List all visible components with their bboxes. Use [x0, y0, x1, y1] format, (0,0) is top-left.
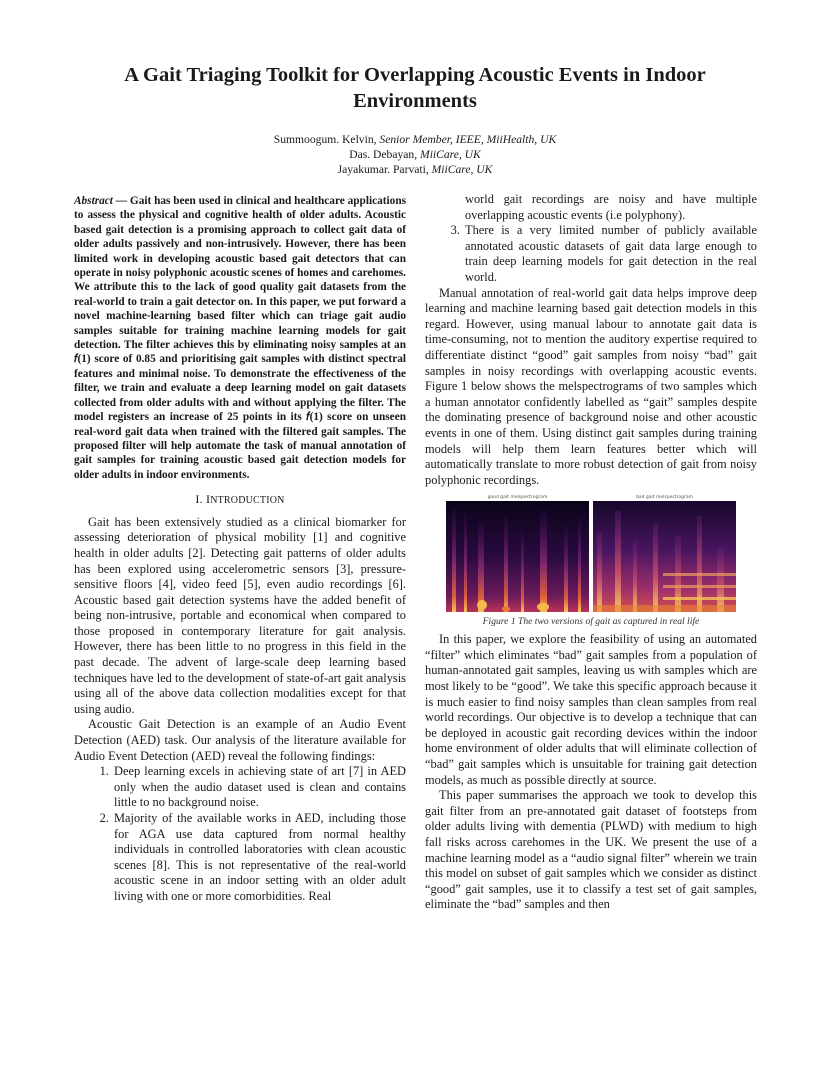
finding-item-2: 2. Majority of the available works in AED, including those for AGA use data captured from normal healthy individuals in controlled laboratories with clean acoustic scenes [8]. This is not representative of the real-world acoustic scene in an indoor setting with an older adult living with one or more comorbidities. Real: [112, 811, 406, 905]
finding-item-1: 1. Deep learning excels in achieving state of art [7] in AED only when the audio dataset used is clean and contains little to no background noise.: [112, 764, 406, 811]
author-3: Jayakumar. Parvati, MiiCare, UK: [337, 163, 493, 176]
abstract-text: Gait has been used in clinical and healthcare applications to assess the physical and cognitive health of older adults. Acoustic based gait detection is a promising approach to collect gait data of older adults passively and non-intrusively. However, there has been limited work in developing acoustic based gait detectors that can operate in noisy polyphonic acoustic scenes of homes and carehomes. We attribute this to the lack of good quality gait datasets from the real-world to train a gait detector on. In this paper, we put forward a novel machine-learning based filter which can triage gait audio samples suitable for training machine learning models for gait detection. The filter achieves this by eliminating noisy samples at an 𝑓(1) score of 0.85 and prioritising gait samples with distinct spectral features and minimal noise. To demonstrate the effectiveness of the filter, we train and evaluate a deep learning model on gait datasets collected from older adults with and without applying the filter. The model registers an increase of 25 points in its 𝑓(1) score on unseen real-word gait data when trained with the filtered gait samples. The proposed filter will help automate the task of manual annotation of gait samples for training acoustic based gait detection models for older adults in indoor environments.: [74, 195, 406, 481]
paper-title: A Gait Triaging Toolkit for Overlapping Acoustic Events in Indoor Environments: [124, 64, 706, 112]
author-block: [200, 132, 630, 177]
findings-list-continued: [425, 192, 757, 286]
intro-paragraph-2: Acoustic Gait Detection is an example of an Audio Event Detection (AED) task. Our analysis of the literature available for Audio Event Detection (AED) reveal the following findings:: [74, 717, 406, 763]
abstract: Abstract — Gait has been used in clinical and healthcare applications to assess the physical and cognitive health of older adults. Acoustic based gait detection is a promising approach to collect gait data of older adults passively and non-intrusively. However, there has been limited work in developing acoustic based gait detectors that can operate in noisy polyphonic acoustic scenes of homes and carehomes. We attribute this to the lack of good quality gait datasets from the real-world to train a gait detector on. In this paper, we put forward a novel machine-learning based filter which can triage gait audio samples suitable for training machine learning models for gait detection. The filter achieves this by eliminating noisy samples at an 𝑓(1) score of 0.85 and prioritising gait samples with distinct spectral features and minimal noise. To demonstrate the effectiveness of the filter, we train and evaluate a deep learning model on gait datasets collected from older adults with and without applying the filter. The model registers an increase of 25 points in its 𝑓(1) score on unseen real-word gait data when trained with the filtered gait samples. The proposed filter will help automate the task of manual annotation of gait samples for training acoustic based gait detection models for older adults in indoor environments.: [74, 195, 406, 481]
figure-1: [425, 494, 757, 628]
good-gait-spectrogram: [446, 494, 589, 612]
intro-paragraph-1: Gait has been extensively studied as a clinical biomarker for assessing deterioration of physical mobility [1] and cognitive health in older adults [2]. Detecting gait patterns of older adults has been explored using accelerometric sensors [3], pressure-sensitive floors [4], video feed [5], even audio recordings [6]. Acoustic based gait detection systems have the added benefit of being non-intrusive, portable and economical when compared to those proposed in contemporary literature for gait analysis. However, there has been little to no progress in this field in the past decade. The advent of large-scale deep learning based techniques have led to the development of state-of-art gait analysis using all of the above data collection modalities except for that using audio.: [74, 514, 406, 716]
good-gait-spectrogram-title: good gait melspectrogram: [487, 495, 548, 501]
abstract-label: Abstract: [74, 195, 113, 207]
right-column: [425, 192, 757, 913]
finding-item-3: 3. There is a very limited number of publicly available annotated acoustic datasets of gait data large enough to train deep learning models for gait detection in the real world.: [463, 223, 757, 285]
manual-annotation-paragraph: Manual annotation of real-world gait data helps improve deep learning and machine learning based gait detection models in this regard. However, using manual labour to annotate gait data is time-consuming, not to mention the auditory expertise required to differentiate distinct “good” gait samples from noisy “bad” gait samples in noisy recordings with overlapping acoustic events. Figure 1 below shows the melspectrograms of two samples which a human annotator confidently labelled as “gait” samples despite the dominating presence of background noise and other acoustic events in one of them. Using distinct gait samples during training models will help them learn features better which will automatically translate to more robust detection of gait from noisy polyphonic recordings.: [425, 285, 757, 487]
author-2: Das. Debayan, MiiCare, UK: [349, 148, 481, 161]
author-1: Summoogum. Kelvin, Senior Member, IEEE, MiiHealth, UK: [273, 133, 557, 146]
bad-gait-spectrogram: [593, 494, 736, 612]
left-column: [74, 194, 406, 905]
bad-gait-spectrogram-image: [593, 501, 736, 612]
good-gait-spectrogram-image: [446, 501, 589, 612]
exploration-paragraph: In this paper, we explore the feasibility of using an automated “filter” which eliminates “bad” gait samples from a population of human-annotated gait samples, leaving us with samples which are most likely to be “good”. We take this specific approach because it is much easier to find noisy samples than clean samples from real world recordings. Our objective is to develop a technique that can be deployed in acoustic gait recording devices within the indoor home environment of older adults that will eliminate collection of “bad” gait samples which is unsuitable for training gait detection models, as much as possible directly at source.: [425, 632, 757, 787]
findings-list: [74, 764, 406, 904]
summary-paragraph: This paper summarises the approach we took to develop this gait filter from an pre-annotated gait dataset of footsteps from older adults living with dementia (PLWD) with medium to high fall risks across carehomes in the UK. We present the use of a machine learning model as a “audio signal filter” wherein we train this model on subset of gait samples which we consider as distinct “good” gait samples, use it to classify a test set of gait samples, eliminate the “bad” samples and then: [425, 788, 757, 912]
bad-gait-spectrogram-title: bad gait melspectrogram: [636, 495, 693, 501]
figure-1-caption: Figure 1 The two versions of gait as captured in real life: [482, 616, 700, 628]
finding-item-2-continued: world gait recordings are noisy and have multiple overlapping acoustic events (i.e polyphony).: [465, 192, 757, 222]
section-heading-introduction: I. INTRODUCTION: [195, 492, 285, 507]
